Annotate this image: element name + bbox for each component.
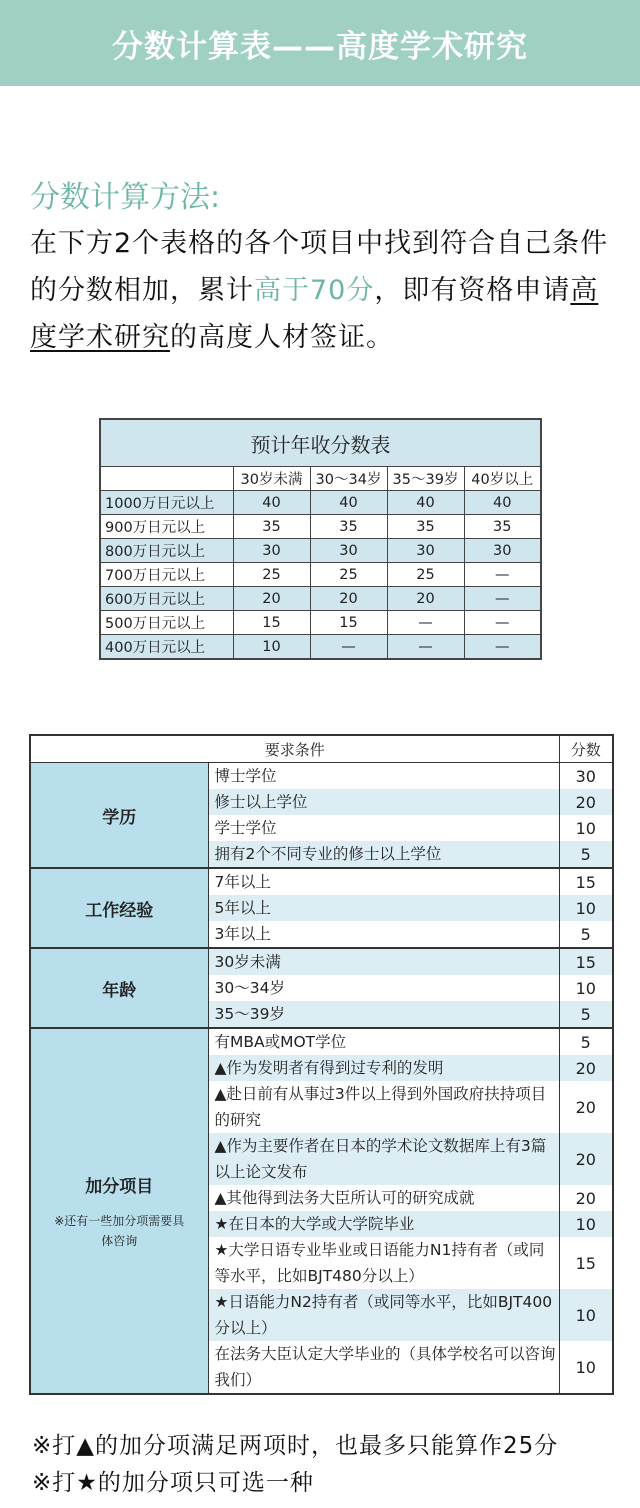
income-row [100,611,541,635]
income-score-cell: 25 [387,563,464,587]
requirement-score: 15 [559,948,613,975]
requirement-score: 20 [559,789,613,815]
requirement-score: 20 [559,1185,613,1211]
income-score-cell: 35 [464,515,541,539]
requirement-row [30,948,613,975]
requirement-score: 15 [559,868,613,895]
method-text-1: 在下方2个表格的各个项目中找到符合自己条件的分数相加，累计 [30,228,609,306]
method-visa-type: 高度学术研究 [30,275,599,353]
requirement-score: 20 [559,1133,613,1185]
requirement-text: ★大学日语专业毕业或日语能力N1持有者（或同等水平，比如BJT480分以上） [208,1237,559,1289]
income-score-cell: 30 [387,539,464,563]
requirement-text: ▲作为主要作者在日本的学术论文数据库上有3篇以上论文发布 [208,1133,559,1185]
income-score-cell: 20 [387,587,464,611]
income-score-cell: — [464,635,541,660]
requirement-text: 在法务大臣认定大学毕业的（具体学校名可以咨询我们） [208,1341,559,1394]
requirement-score: 10 [559,1289,613,1341]
requirement-text: ▲作为发明者有得到过专利的发明 [208,1055,559,1081]
income-row-label: 900万日元以上 [100,515,233,539]
income-score-cell: 25 [310,563,387,587]
requirement-text: ▲赴日前有从事过3件以上得到外国政府扶持项目的研究 [208,1081,559,1133]
income-score-cell: — [310,635,387,660]
method-description [30,220,620,361]
method-title: 分数计算方法: [30,180,221,215]
category-cell [30,868,208,948]
requirement-text: 30～34岁 [208,975,559,1001]
requirements-header-condition: 要求条件 [30,735,559,763]
income-score-cell: 40 [387,491,464,515]
requirement-row [30,1028,613,1055]
income-score-cell: — [464,563,541,587]
requirement-score: 5 [559,1028,613,1055]
category-name: 加分项目 [85,1176,154,1197]
income-score-cell: — [387,635,464,660]
requirement-text: 5年以上 [208,895,559,921]
footnote-star: ※打★的加分项只可选一种 [32,1470,314,1496]
footnotes [32,1428,632,1502]
income-score-cell: — [387,611,464,635]
income-score-cell: 15 [310,611,387,635]
requirement-text: 3年以上 [208,921,559,948]
method-threshold: 高于70分 [254,275,375,306]
requirement-text: 学士学位 [208,815,559,841]
income-score-table [99,418,542,660]
income-row-label: 800万日元以上 [100,539,233,563]
income-row [100,587,541,611]
requirement-score: 20 [559,1081,613,1133]
requirement-score: 10 [559,1211,613,1237]
income-column-header: 40岁以上 [464,467,541,491]
income-score-cell: — [464,587,541,611]
requirement-text: 7年以上 [208,868,559,895]
requirement-score: 10 [559,895,613,921]
requirement-text: 30岁未满 [208,948,559,975]
requirement-score: 10 [559,815,613,841]
income-row-label: 600万日元以上 [100,587,233,611]
category-cell [30,948,208,1028]
method-section [30,176,620,361]
income-score-cell: 30 [233,539,310,563]
category-name: 工作经验 [85,900,154,921]
method-text-3: 的高度人材签证。 [170,322,394,353]
income-score-cell: 35 [310,515,387,539]
requirement-row [30,763,613,790]
category-cell [30,763,208,869]
income-score-cell: 10 [233,635,310,660]
income-column-header: 35～39岁 [387,467,464,491]
method-text-2: ，即有资格申请 [374,275,571,306]
category-name: 年龄 [102,980,137,1001]
income-score-cell: 15 [233,611,310,635]
income-row-label: 500万日元以上 [100,611,233,635]
income-row-label: 700万日元以上 [100,563,233,587]
requirement-text: 拥有2个不同专业的修士以上学位 [208,841,559,868]
income-column-header: 30～34岁 [310,467,387,491]
income-score-cell: 35 [387,515,464,539]
requirement-score: 5 [559,921,613,948]
requirement-score: 5 [559,841,613,868]
income-score-cell: 30 [464,539,541,563]
income-score-cell: 20 [233,587,310,611]
income-row [100,539,541,563]
requirement-text: 修士以上学位 [208,789,559,815]
income-score-cell: 40 [233,491,310,515]
title-banner [0,0,640,86]
income-row [100,515,541,539]
page-title: 分数计算表——高度学术研究 [112,28,528,65]
income-score-cell: 30 [310,539,387,563]
requirements-header-score: 分数 [559,735,613,763]
income-score-cell: 40 [464,491,541,515]
category-note: ※还有一些加分项需要具体咨询 [54,1213,185,1248]
income-row-label: 1000万日元以上 [100,491,233,515]
income-row [100,491,541,515]
income-row [100,563,541,587]
requirement-row [30,868,613,895]
category-name: 学历 [102,807,137,828]
requirement-text: 博士学位 [208,763,559,790]
income-row-label: 400万日元以上 [100,635,233,660]
requirement-score: 10 [559,975,613,1001]
income-score-cell: 20 [310,587,387,611]
requirement-text: ▲其他得到法务大臣所认可的研究成就 [208,1185,559,1211]
requirement-score: 10 [559,1341,613,1394]
income-header-blank [100,467,233,491]
income-column-header: 30岁未满 [233,467,310,491]
income-score-cell: — [464,611,541,635]
income-table-caption: 预计年收分数表 [100,419,541,467]
requirement-text: 35～39岁 [208,1001,559,1028]
requirement-score: 30 [559,763,613,790]
income-score-cell: 25 [233,563,310,587]
requirements-table [29,734,614,1395]
income-score-cell: 40 [310,491,387,515]
footnote-triangle: ※打▲的加分项满足两项时，也最多只能算作25分 [32,1433,559,1459]
income-table-header-row [100,467,541,491]
income-score-cell: 35 [233,515,310,539]
income-row [100,635,541,660]
requirement-text: ★日语能力N2持有者（或同等水平，比如BJT400分以上） [208,1289,559,1341]
requirement-text: ★在日本的大学或大学院毕业 [208,1211,559,1237]
requirement-text: 有MBA或MOT学位 [208,1028,559,1055]
category-cell [30,1028,208,1394]
requirement-score: 20 [559,1055,613,1081]
requirement-score: 15 [559,1237,613,1289]
requirement-score: 5 [559,1001,613,1028]
